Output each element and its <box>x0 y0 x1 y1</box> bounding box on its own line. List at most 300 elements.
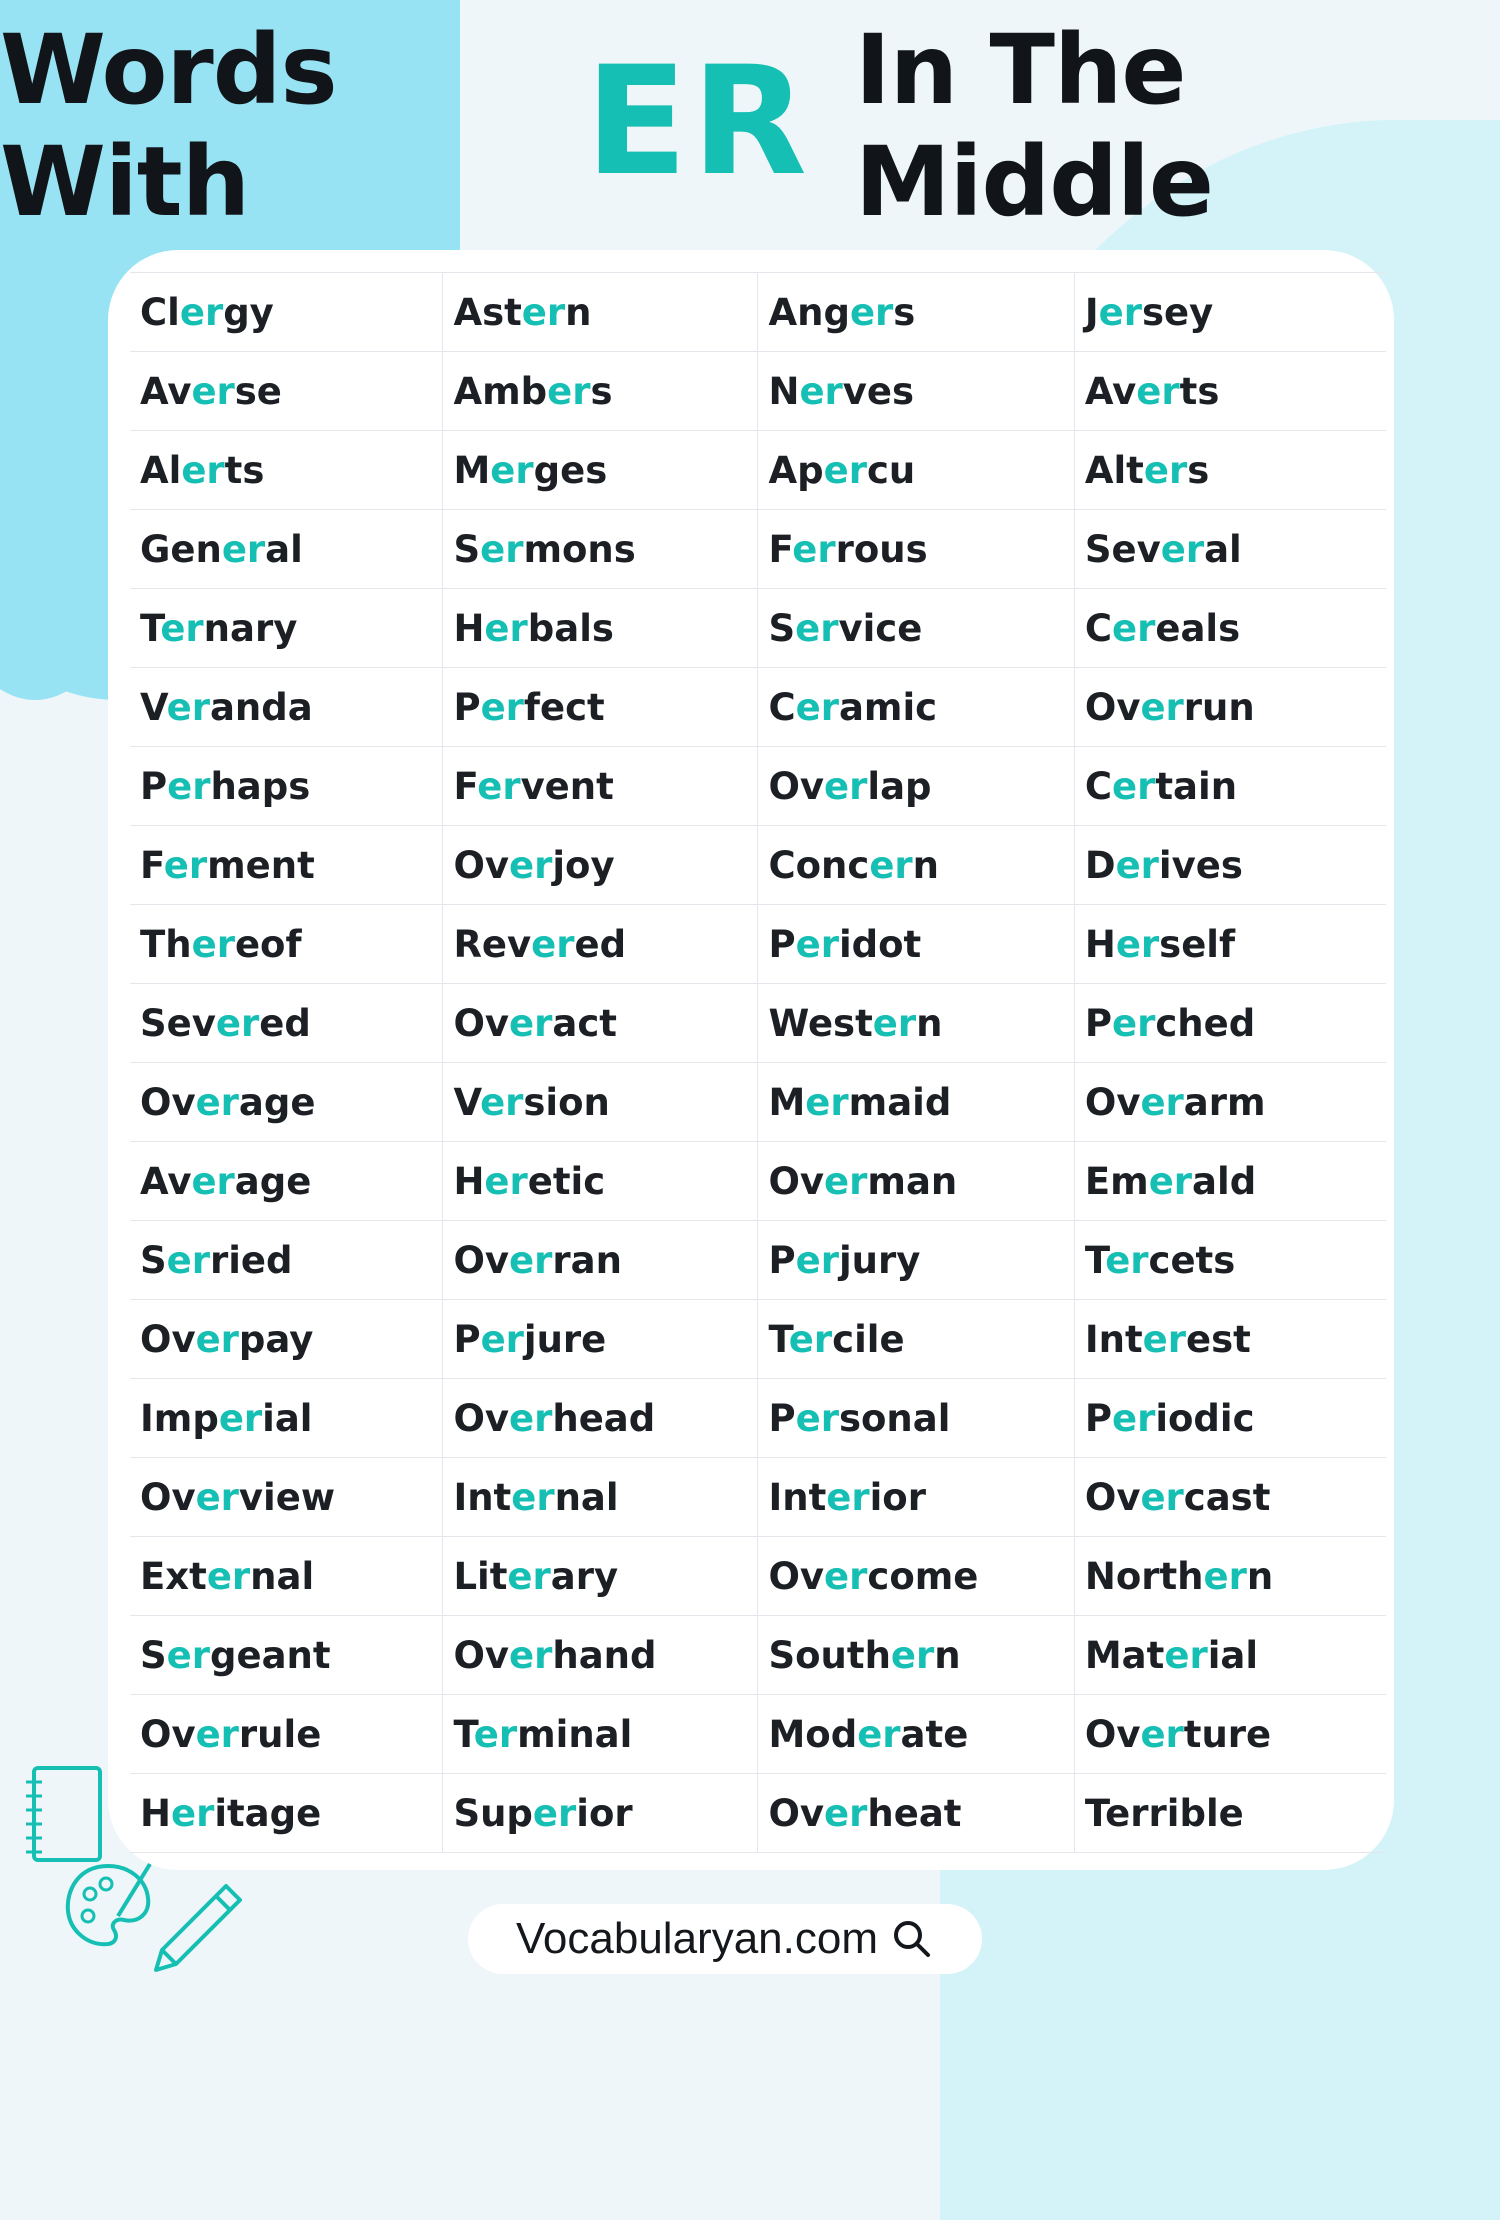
word-cell <box>130 1221 443 1300</box>
word-post: ried <box>210 1238 293 1282</box>
word-mid: er <box>509 843 553 887</box>
word-mid: er <box>473 1712 518 1756</box>
word-cell <box>1074 1774 1386 1853</box>
word-cell <box>758 589 1074 668</box>
word-cell <box>130 589 443 668</box>
word-post: age <box>234 1159 312 1203</box>
word-post: hand <box>552 1633 657 1677</box>
word-pre: Ov <box>1084 1712 1141 1756</box>
word-post: sion <box>523 1080 610 1124</box>
word-cell <box>443 510 758 589</box>
word-cell <box>130 510 443 589</box>
word-pre: Conc <box>768 843 870 887</box>
word-post: nary <box>203 606 298 650</box>
word-pre: Th <box>140 922 192 966</box>
word-mid: er <box>1105 1238 1149 1282</box>
pencil-icon <box>146 1878 246 1978</box>
word-mid: er <box>1140 685 1184 729</box>
word-post: ves <box>842 369 915 413</box>
word-post: fect <box>523 685 605 729</box>
word-mid: er <box>195 1712 239 1756</box>
word-pre: Ap <box>768 448 824 492</box>
word-pre: Terrible <box>1084 1791 1244 1835</box>
table-row <box>130 273 1386 352</box>
word-cell <box>443 352 758 431</box>
word-cell <box>443 747 758 826</box>
word-pre: Ov <box>140 1317 196 1361</box>
word-post: ior <box>869 1475 926 1519</box>
word-post: self <box>1159 922 1236 966</box>
word-cell <box>443 984 758 1063</box>
word-post: s <box>590 369 613 413</box>
word-mid: er <box>795 1396 839 1440</box>
word-pre: Ang <box>768 290 850 334</box>
word-cell <box>758 747 1074 826</box>
word-cell <box>1074 668 1386 747</box>
word-pre: H <box>453 606 485 650</box>
word-mid: er <box>480 1317 524 1361</box>
table-row <box>130 905 1386 984</box>
word-mid: er <box>480 1080 524 1124</box>
word-mid: er <box>849 290 894 334</box>
word-post: cast <box>1183 1475 1271 1519</box>
word-cell <box>130 668 443 747</box>
word-pre: Amb <box>453 369 548 413</box>
word-pre: West <box>768 1001 873 1045</box>
word-pre: Ov <box>453 1001 510 1045</box>
word-cell <box>130 431 443 510</box>
word-cell <box>443 1695 758 1774</box>
word-pre: C <box>1084 606 1113 650</box>
word-post: rous <box>835 527 928 571</box>
word-mid: er <box>869 843 913 887</box>
word-cell <box>1074 826 1386 905</box>
word-cell <box>130 1379 443 1458</box>
word-mid: er <box>795 685 839 729</box>
word-mid: er <box>195 1317 239 1361</box>
word-mid: er <box>1111 1396 1156 1440</box>
word-cell <box>443 589 758 668</box>
word-post: sey <box>1141 290 1214 334</box>
word-post: joy <box>552 843 615 887</box>
word-mid: er <box>509 1238 553 1282</box>
site-url[interactable]: Vocabularyan.com <box>516 1914 878 1963</box>
word-post: cile <box>832 1317 905 1361</box>
word-pre: Ov <box>453 843 510 887</box>
word-pre: T <box>768 1317 789 1361</box>
word-cell <box>130 1695 443 1774</box>
word-cell <box>1074 510 1386 589</box>
word-mid: er <box>1115 843 1159 887</box>
paint-palette-icon <box>58 1856 158 1956</box>
table-row <box>130 668 1386 747</box>
word-post: al <box>1204 527 1242 571</box>
word-post: age <box>238 1080 316 1124</box>
word-cell <box>130 984 443 1063</box>
word-mid: er <box>166 1633 210 1677</box>
word-mid: er <box>1164 1633 1208 1677</box>
site-badge[interactable] <box>468 1904 982 1974</box>
word-mid: er <box>221 527 266 571</box>
word-pre: Ov <box>453 1396 510 1440</box>
word-cell <box>1074 431 1386 510</box>
word-pre: Sev <box>140 1001 216 1045</box>
word-post: tain <box>1155 764 1238 808</box>
word-pre: Ov <box>140 1080 196 1124</box>
word-post: heat <box>867 1791 962 1835</box>
word-cell <box>443 1537 758 1616</box>
word-cell <box>443 1221 758 1300</box>
word-post: pay <box>238 1317 314 1361</box>
word-cell <box>758 1537 1074 1616</box>
word-pre: Gen <box>140 527 222 571</box>
word-post: man <box>867 1159 958 1203</box>
word-cell <box>443 1379 758 1458</box>
word-pre: Alt <box>1084 448 1144 492</box>
word-cell <box>130 826 443 905</box>
word-cell <box>443 905 758 984</box>
word-pre: Ov <box>1084 1475 1141 1519</box>
word-post: ment <box>207 843 315 887</box>
word-post: maid <box>848 1080 952 1124</box>
word-pre: P <box>768 922 796 966</box>
word-post: est <box>1186 1317 1251 1361</box>
word-mid: er <box>805 1080 849 1124</box>
word-pre: Ov <box>140 1712 196 1756</box>
word-cell <box>1074 1695 1386 1774</box>
word-pre: Ov <box>768 1554 825 1598</box>
table-row <box>130 1695 1386 1774</box>
word-post: ed <box>574 922 627 966</box>
word-post: jure <box>523 1317 607 1361</box>
word-pre: V <box>140 685 167 729</box>
word-pre: Em <box>1084 1159 1149 1203</box>
word-mid: er <box>477 764 521 808</box>
word-pre: S <box>768 606 796 650</box>
word-mid: er <box>195 1475 239 1519</box>
word-pre: Ov <box>140 1475 196 1519</box>
word-pre: Ov <box>453 1238 510 1282</box>
word-pre: Av <box>1084 369 1137 413</box>
word-pre: Ov <box>768 1159 825 1203</box>
word-pre: Ov <box>768 1791 825 1835</box>
table-row <box>130 510 1386 589</box>
word-post: gy <box>223 290 274 334</box>
word-post: n <box>916 1001 943 1045</box>
word-post: come <box>867 1554 979 1598</box>
word-mid: er <box>1112 764 1156 808</box>
word-pre: Ov <box>1084 1080 1141 1124</box>
word-mid: er <box>490 448 534 492</box>
word-mid: er <box>218 1396 263 1440</box>
word-pre: P <box>1084 1396 1112 1440</box>
word-cell <box>758 352 1074 431</box>
word-mid: er <box>215 1001 260 1045</box>
word-pre: C <box>768 685 796 729</box>
word-pre: S <box>140 1633 167 1677</box>
word-mid: er <box>532 1791 577 1835</box>
word-post: itage <box>214 1791 322 1835</box>
word-post: n <box>912 843 940 887</box>
word-cell <box>130 905 443 984</box>
word-post: arm <box>1183 1080 1266 1124</box>
search-icon <box>890 1917 934 1961</box>
word-mid: er <box>824 1791 868 1835</box>
word-pre: Mat <box>1084 1633 1165 1677</box>
word-post: nal <box>250 1554 315 1598</box>
word-cell <box>758 273 1074 352</box>
word-mid: er <box>1140 1475 1184 1519</box>
table-row <box>130 1063 1386 1142</box>
word-mid: er <box>823 448 867 492</box>
word-mid: er <box>511 1475 555 1519</box>
table-row <box>130 826 1386 905</box>
title-highlight: ER <box>585 35 812 209</box>
word-mid: er <box>181 448 225 492</box>
word-mid: er <box>179 290 224 334</box>
word-cell <box>1074 1616 1386 1695</box>
word-post: head <box>552 1396 656 1440</box>
word-pre: F <box>768 527 793 571</box>
word-mid: er <box>160 606 204 650</box>
word-pre: Rev <box>453 922 532 966</box>
word-post: ran <box>552 1238 622 1282</box>
word-pre: Sev <box>1084 527 1161 571</box>
title-after: In The Middle <box>855 14 1213 238</box>
word-cell <box>443 1300 758 1379</box>
word-post: act <box>552 1001 617 1045</box>
table-row <box>130 1537 1386 1616</box>
table-row <box>130 352 1386 431</box>
word-cell <box>443 1142 758 1221</box>
word-cell <box>130 1142 443 1221</box>
word-cell <box>758 905 1074 984</box>
word-cell <box>1074 1458 1386 1537</box>
table-row <box>130 747 1386 826</box>
word-post: bals <box>527 606 614 650</box>
table-row <box>130 984 1386 1063</box>
word-mid: er <box>1112 606 1156 650</box>
word-pre: D <box>1084 843 1116 887</box>
word-pre: J <box>1084 290 1099 334</box>
word-mid: er <box>795 1238 839 1282</box>
word-mid: er <box>1160 527 1205 571</box>
word-pre: Ov <box>453 1633 510 1677</box>
word-cell <box>1074 352 1386 431</box>
word-cell <box>758 431 1074 510</box>
word-post: haps <box>210 764 311 808</box>
table-row <box>130 1221 1386 1300</box>
word-post: ior <box>576 1791 633 1835</box>
table-row <box>130 1616 1386 1695</box>
word-mid: er <box>799 369 843 413</box>
word-post: geant <box>210 1633 331 1677</box>
word-cell <box>1074 1537 1386 1616</box>
word-cell <box>758 1142 1074 1221</box>
word-cell <box>758 1300 1074 1379</box>
word-mid: er <box>480 685 524 729</box>
word-pre: V <box>453 1080 481 1124</box>
word-pre: Av <box>140 1159 192 1203</box>
word-cell <box>1074 984 1386 1063</box>
word-post: lap <box>867 764 932 808</box>
word-pre: P <box>140 764 168 808</box>
word-mid: er <box>857 1712 901 1756</box>
word-post: ary <box>550 1554 619 1598</box>
word-cell <box>758 984 1074 1063</box>
word-pre: Lit <box>453 1554 508 1598</box>
word-post: sonal <box>838 1396 951 1440</box>
word-pre: S <box>140 1238 167 1282</box>
word-mid: er <box>163 843 208 887</box>
word-cell <box>130 1774 443 1853</box>
word-post: mons <box>523 527 636 571</box>
word-mid: er <box>824 1554 868 1598</box>
word-post: s <box>893 290 916 334</box>
word-cell <box>130 747 443 826</box>
word-pre: Ov <box>1084 685 1141 729</box>
word-post: cu <box>866 448 916 492</box>
word-mid: er <box>509 1396 553 1440</box>
word-cell <box>1074 1063 1386 1142</box>
page-title <box>0 14 1500 238</box>
word-post: ial <box>1207 1633 1259 1677</box>
word-post: n <box>1246 1554 1274 1598</box>
word-cell <box>443 826 758 905</box>
word-pre: P <box>768 1396 796 1440</box>
word-post: ives <box>1158 843 1243 887</box>
word-post: anda <box>209 685 313 729</box>
word-mid: er <box>480 527 524 571</box>
word-pre: S <box>453 527 481 571</box>
word-post: eals <box>1155 606 1241 650</box>
word-cell <box>1074 1221 1386 1300</box>
word-mid: er <box>1143 448 1188 492</box>
word-pre: H <box>140 1791 171 1835</box>
word-mid: er <box>795 606 839 650</box>
word-pre: Sup <box>453 1791 533 1835</box>
word-mid: er <box>206 1554 251 1598</box>
word-pre: F <box>453 764 478 808</box>
word-cell <box>758 826 1074 905</box>
word-post: al <box>265 527 303 571</box>
word-mid: er <box>788 1317 833 1361</box>
word-cell <box>758 1695 1074 1774</box>
word-post: idot <box>838 922 922 966</box>
word-pre: T <box>140 606 161 650</box>
word-mid: er <box>166 685 210 729</box>
word-pre: M <box>768 1080 806 1124</box>
word-post: n <box>934 1633 961 1677</box>
table-row <box>130 1458 1386 1537</box>
word-post: ts <box>224 448 265 492</box>
word-pre: P <box>453 685 481 729</box>
word-cell <box>1074 747 1386 826</box>
word-post: vent <box>520 764 614 808</box>
word-mid: er <box>1098 290 1142 334</box>
word-mid: er <box>509 1633 553 1677</box>
word-mid: er <box>484 1159 528 1203</box>
word-pre: H <box>453 1159 485 1203</box>
table-row <box>130 1142 1386 1221</box>
word-mid: er <box>191 1159 235 1203</box>
word-pre: Al <box>140 448 182 492</box>
word-post: minal <box>517 1712 633 1756</box>
title-before: Words With <box>0 14 337 238</box>
word-pre: North <box>1084 1554 1204 1598</box>
word-pre: T <box>1084 1238 1106 1282</box>
word-post: ed <box>259 1001 311 1045</box>
word-pre: South <box>768 1633 891 1677</box>
word-pre: Mod <box>768 1712 858 1756</box>
word-cell <box>1074 273 1386 352</box>
word-pre: C <box>1084 764 1113 808</box>
word-post: ald <box>1192 1159 1257 1203</box>
word-post: se <box>234 369 282 413</box>
table-row <box>130 589 1386 668</box>
notebook-icon <box>20 1760 110 1870</box>
word-pre: Int <box>1084 1317 1143 1361</box>
word-mid: er <box>1140 1080 1184 1124</box>
word-mid: er <box>195 1080 239 1124</box>
word-pre: P <box>1084 1001 1112 1045</box>
word-post: jury <box>838 1238 921 1282</box>
word-post: eof <box>234 922 302 966</box>
word-mid: er <box>824 1159 868 1203</box>
word-mid: er <box>872 1001 917 1045</box>
word-post: iodic <box>1155 1396 1255 1440</box>
word-mid: er <box>484 606 528 650</box>
word-mid: er <box>826 1475 870 1519</box>
word-pre: Int <box>453 1475 512 1519</box>
word-post: vice <box>838 606 923 650</box>
word-mid: er <box>1115 922 1160 966</box>
word-cell <box>130 273 443 352</box>
word-post: rule <box>238 1712 322 1756</box>
word-mid: er <box>1148 1159 1193 1203</box>
word-pre: Ov <box>768 764 825 808</box>
table-row <box>130 1774 1386 1853</box>
word-post: ture <box>1183 1712 1272 1756</box>
word-cell <box>130 1616 443 1695</box>
word-post: n <box>565 290 592 334</box>
word-pre: Cl <box>140 290 180 334</box>
word-cell <box>1074 1142 1386 1221</box>
word-cell <box>758 1616 1074 1695</box>
word-pre: Imp <box>140 1396 219 1440</box>
word-cell <box>443 273 758 352</box>
word-mid: er <box>191 369 235 413</box>
word-pre: Av <box>140 369 192 413</box>
word-cell <box>443 1774 758 1853</box>
word-mid: er <box>167 764 211 808</box>
word-cell <box>130 352 443 431</box>
word-mid: er <box>547 369 591 413</box>
word-mid: er <box>795 922 839 966</box>
word-cell <box>758 1379 1074 1458</box>
word-pre: F <box>140 843 164 887</box>
word-mid: er <box>507 1554 551 1598</box>
word-mid: er <box>521 290 566 334</box>
word-cell <box>443 668 758 747</box>
word-post: ges <box>533 448 608 492</box>
word-cell <box>1074 1300 1386 1379</box>
word-cell <box>758 1063 1074 1142</box>
word-pre: P <box>768 1238 796 1282</box>
word-pre: Ext <box>140 1554 207 1598</box>
word-cell <box>130 1300 443 1379</box>
word-mid: er <box>191 922 235 966</box>
